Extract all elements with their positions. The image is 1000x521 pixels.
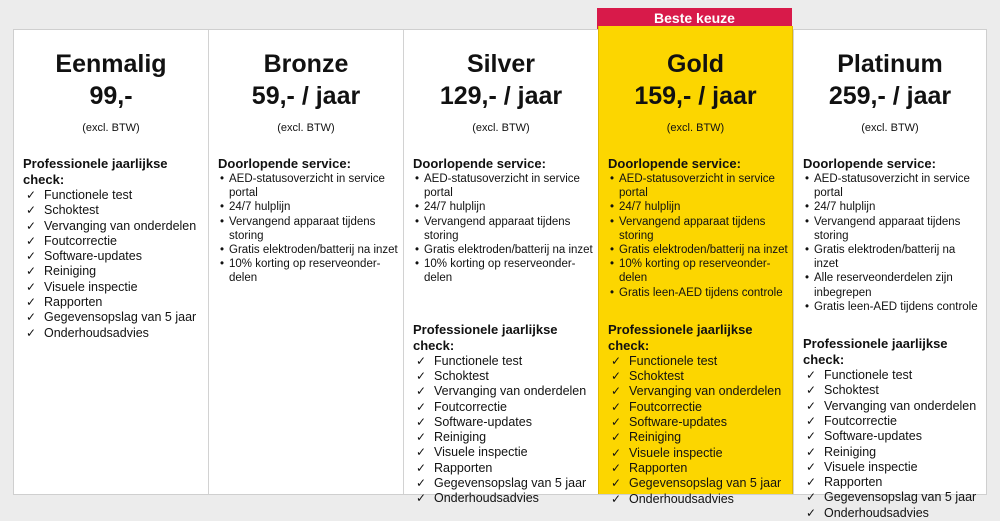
check-section xyxy=(794,336,986,521)
check-item-label: Functionele test xyxy=(824,368,913,383)
check-title: Professionele jaarlijkse check: xyxy=(413,321,558,353)
check-item-label: Vervanging van onderdelen xyxy=(44,218,197,233)
service-section xyxy=(209,156,403,286)
check-item-label: Rapporten xyxy=(824,475,883,490)
check-item xyxy=(23,326,204,341)
checkmark-icon: ✓ xyxy=(26,264,37,279)
check-item xyxy=(803,429,982,444)
service-list xyxy=(413,172,594,286)
service-item xyxy=(803,271,982,299)
service-item xyxy=(413,172,594,200)
check-item xyxy=(413,461,594,476)
check-item xyxy=(23,203,204,218)
service-title: Doorlopende service: xyxy=(218,156,351,171)
plan-platinum xyxy=(793,30,986,520)
check-item-label: Reiniging xyxy=(44,264,97,279)
service-item xyxy=(413,215,594,243)
service-item xyxy=(218,257,399,285)
service-item xyxy=(218,215,399,243)
service-item xyxy=(413,257,594,285)
check-item xyxy=(803,399,982,414)
checkmark-icon: ✓ xyxy=(611,430,622,445)
service-item-label: Alle reserveonderdelen zijn inbegrepen xyxy=(814,272,953,299)
plan-price: 159,- / jaar xyxy=(634,82,757,110)
service-section xyxy=(404,156,598,286)
service-item xyxy=(608,243,788,257)
service-item xyxy=(218,200,399,214)
bullet-icon: • xyxy=(805,244,810,257)
pricing-table xyxy=(13,29,987,520)
service-item-label: Vervangend apparaat tijdens storing xyxy=(229,215,376,242)
service-list xyxy=(803,172,982,314)
service-item xyxy=(803,215,982,243)
check-item xyxy=(23,188,204,203)
check-item xyxy=(608,415,788,430)
check-item-label: Rapporten xyxy=(44,295,103,310)
plan-name: Eenmalig xyxy=(55,50,167,78)
service-item-label: AED-statusoverzicht in service portal xyxy=(229,173,385,200)
bullet-icon: • xyxy=(415,201,420,214)
bullet-icon: • xyxy=(415,215,420,228)
check-item-label: Reiniging xyxy=(434,430,487,445)
check-item-label: Gegevensopslag van 5 jaar xyxy=(629,476,782,491)
check-item-label: Foutcorrectie xyxy=(629,399,702,414)
service-item-label: 10% korting op reserveonder- delen xyxy=(229,258,381,285)
checkmark-icon: ✓ xyxy=(806,505,817,520)
plan-price: 259,- / jaar xyxy=(828,82,952,110)
service-item-label: Vervangend apparaat tijdens storing xyxy=(814,215,961,242)
checkmark-icon: ✓ xyxy=(806,383,817,398)
check-item-label: Onderhoudsadvies xyxy=(824,505,929,520)
check-list xyxy=(23,188,204,341)
checkmark-icon: ✓ xyxy=(416,353,427,368)
service-item-label: Gratis leen-AED tijdens controle xyxy=(814,300,978,313)
check-item-label: Visuele inspectie xyxy=(824,459,918,474)
plan-gold xyxy=(598,26,793,506)
check-section xyxy=(599,322,792,507)
checkmark-icon: ✓ xyxy=(806,429,817,444)
check-item-label: Schoktest xyxy=(824,383,879,398)
check-title: Professionele jaarlijkse check: xyxy=(803,336,948,368)
checkmark-icon: ✓ xyxy=(611,415,622,430)
service-item-label: AED-statusoverzicht in service portal xyxy=(424,173,580,200)
checkmark-icon: ✓ xyxy=(611,353,622,368)
checkmark-icon: ✓ xyxy=(611,445,622,460)
check-item-label: Onderhoudsadvies xyxy=(44,325,149,340)
bullet-icon: • xyxy=(610,173,615,185)
service-item xyxy=(803,200,982,214)
check-item-label: Software-updates xyxy=(434,414,532,429)
service-item-label: 10% korting op reserveonder- delen xyxy=(619,258,771,285)
bullet-icon: • xyxy=(805,215,810,228)
checkmark-icon: ✓ xyxy=(806,475,817,490)
check-item-label: Functionele test xyxy=(629,353,718,368)
checkmark-icon: ✓ xyxy=(416,414,427,429)
check-item-label: Gegevensopslag van 5 jaar xyxy=(44,310,197,325)
service-item-label: Gratis leen-AED tijdens controle xyxy=(619,286,783,299)
bullet-icon: • xyxy=(805,201,810,214)
service-item xyxy=(218,172,399,200)
checkmark-icon: ✓ xyxy=(26,279,37,294)
service-section xyxy=(599,156,792,300)
check-item-label: Schoktest xyxy=(629,369,684,384)
service-item xyxy=(803,243,982,271)
check-item xyxy=(803,414,982,429)
service-item xyxy=(608,215,788,243)
plan-name: Silver xyxy=(466,50,536,78)
checkmark-icon: ✓ xyxy=(806,398,817,413)
checkmark-icon: ✓ xyxy=(806,459,817,474)
service-item xyxy=(218,243,399,257)
bullet-icon: • xyxy=(610,215,615,228)
service-item-label: 10% korting op reserveonder- delen xyxy=(424,258,576,285)
check-item xyxy=(608,354,788,369)
checkmark-icon: ✓ xyxy=(416,491,427,506)
check-item xyxy=(608,492,788,507)
checkmark-icon: ✓ xyxy=(416,368,427,383)
service-item-label: AED-statusoverzicht in service portal xyxy=(814,173,970,200)
service-item-label: 24/7 hulplijn xyxy=(424,201,486,214)
check-item xyxy=(608,400,788,415)
plan-tax-note: (excl. BTW) xyxy=(666,122,725,134)
check-item xyxy=(23,310,204,325)
plan-tax-note: (excl. BTW) xyxy=(82,122,140,134)
bullet-icon: • xyxy=(610,286,615,299)
bullet-icon: • xyxy=(220,201,225,214)
checkmark-icon: ✓ xyxy=(611,399,622,414)
checkmark-icon: ✓ xyxy=(26,218,37,233)
service-item-label: Gratis elektroden/batterij na inzet xyxy=(814,244,956,271)
service-item xyxy=(608,172,788,200)
checkmark-icon: ✓ xyxy=(26,325,37,340)
checkmark-icon: ✓ xyxy=(416,460,427,475)
checkmark-icon: ✓ xyxy=(416,430,427,445)
bullet-icon: • xyxy=(610,244,615,257)
check-item-label: Schoktest xyxy=(44,203,99,218)
plan-price: 129,- / jaar xyxy=(439,82,563,110)
check-item xyxy=(608,461,788,476)
bullet-icon: • xyxy=(415,173,420,185)
service-item-label: Gratis elektroden/batterij na inzet xyxy=(229,244,398,257)
check-title: Professionele jaarlijkse check: xyxy=(23,156,168,187)
checkmark-icon: ✓ xyxy=(26,295,37,310)
check-item-label: Visuele inspectie xyxy=(44,279,138,294)
checkmark-icon: ✓ xyxy=(416,384,427,399)
check-item xyxy=(413,476,594,491)
checkmark-icon: ✓ xyxy=(806,368,817,383)
checkmark-icon: ✓ xyxy=(416,445,427,460)
check-item xyxy=(413,445,594,460)
check-item xyxy=(413,354,594,369)
plan-name: Gold xyxy=(667,50,724,78)
service-item-label: Gratis elektroden/batterij na inzet xyxy=(619,244,788,257)
checkmark-icon: ✓ xyxy=(26,203,37,218)
bullet-icon: • xyxy=(610,258,615,271)
checkmark-icon: ✓ xyxy=(611,491,622,506)
check-item-label: Functionele test xyxy=(44,188,133,202)
check-item-label: Vervanging van onderdelen xyxy=(434,384,587,399)
service-item-label: AED-statusoverzicht in service portal xyxy=(619,173,775,200)
check-item xyxy=(23,249,204,264)
check-item xyxy=(413,430,594,445)
plan-silver xyxy=(403,30,598,506)
service-item xyxy=(413,243,594,257)
checkmark-icon: ✓ xyxy=(806,490,817,505)
check-list xyxy=(413,354,594,507)
check-item-label: Gegevensopslag van 5 jaar xyxy=(824,490,977,505)
check-item xyxy=(803,490,982,505)
check-item xyxy=(803,383,982,398)
bullet-icon: • xyxy=(415,258,420,271)
check-item xyxy=(413,384,594,399)
check-item-label: Schoktest xyxy=(434,368,489,383)
service-title: Doorlopende service: xyxy=(413,156,546,171)
check-item xyxy=(608,369,788,384)
check-item xyxy=(608,430,788,445)
check-item-label: Vervanging van onderdelen xyxy=(629,384,782,399)
checkmark-icon: ✓ xyxy=(806,444,817,459)
service-title: Doorlopende service: xyxy=(608,156,741,171)
plan-bronze xyxy=(208,30,403,494)
check-item-label: Rapporten xyxy=(434,460,493,475)
check-item-label: Functionele test xyxy=(434,353,523,368)
check-item xyxy=(413,415,594,430)
check-item xyxy=(23,280,204,295)
checkmark-icon: ✓ xyxy=(611,476,622,491)
check-item xyxy=(413,491,594,506)
bullet-icon: • xyxy=(220,244,225,257)
check-item xyxy=(608,384,788,399)
check-item xyxy=(803,368,982,383)
bullet-icon: • xyxy=(415,244,420,257)
service-item xyxy=(803,172,982,200)
best-choice-badge: Beste keuze xyxy=(597,8,792,29)
check-item-label: Gegevensopslag van 5 jaar xyxy=(434,476,587,490)
bullet-icon: • xyxy=(220,258,225,271)
check-item-label: Visuele inspectie xyxy=(629,445,723,460)
check-item xyxy=(413,369,594,384)
check-item-label: Foutcorrectie xyxy=(434,399,507,414)
service-item xyxy=(608,257,788,285)
check-item xyxy=(803,460,982,475)
plan-tax-note: (excl. BTW) xyxy=(861,122,919,134)
checkmark-icon: ✓ xyxy=(416,476,427,490)
bullet-icon: • xyxy=(610,201,615,214)
check-item-label: Visuele inspectie xyxy=(434,445,528,460)
bullet-icon: • xyxy=(805,300,810,313)
bullet-icon: • xyxy=(805,272,810,285)
check-item-label: Rapporten xyxy=(629,460,688,475)
checkmark-icon: ✓ xyxy=(26,188,37,202)
check-item-label: Software-updates xyxy=(629,415,727,430)
plan-name: Bronze xyxy=(263,50,349,78)
checkmark-icon: ✓ xyxy=(611,384,622,399)
service-item xyxy=(608,200,788,214)
service-item-label: 24/7 hulplijn xyxy=(619,201,681,214)
check-item-label: Reiniging xyxy=(824,444,877,459)
check-title: Professionele jaarlijkse check: xyxy=(608,321,753,353)
checkmark-icon: ✓ xyxy=(26,249,37,264)
service-item-label: 24/7 hulplijn xyxy=(814,201,876,214)
check-item-label: Foutcorrectie xyxy=(44,233,117,248)
check-item xyxy=(23,264,204,279)
check-section xyxy=(14,156,208,341)
check-item-label: Onderhoudsadvies xyxy=(434,491,539,506)
check-list xyxy=(803,368,982,521)
service-item-label: Vervangend apparaat tijdens storing xyxy=(619,215,766,242)
bullet-icon: • xyxy=(805,173,810,185)
check-item xyxy=(23,234,204,249)
plan-tax-note: (excl. BTW) xyxy=(277,122,335,134)
checkmark-icon: ✓ xyxy=(806,413,817,428)
service-title: Doorlopende service: xyxy=(803,156,936,171)
bullet-icon: • xyxy=(220,173,225,185)
bullet-icon: • xyxy=(220,215,225,228)
service-item-label: 24/7 hulplijn xyxy=(229,201,291,214)
check-list xyxy=(608,354,788,507)
plan-price: 99,- xyxy=(89,82,133,110)
service-item xyxy=(413,200,594,214)
check-item xyxy=(803,445,982,460)
check-item-label: Software-updates xyxy=(44,249,142,264)
plan-price: 59,- / jaar xyxy=(251,82,361,110)
check-item xyxy=(608,476,788,491)
check-item-label: Onderhoudsadvies xyxy=(629,491,734,506)
check-item xyxy=(413,400,594,415)
service-section xyxy=(794,156,986,314)
check-item xyxy=(608,446,788,461)
check-item-label: Foutcorrectie xyxy=(824,413,897,428)
service-item xyxy=(803,300,982,314)
check-item-label: Software-updates xyxy=(824,429,922,444)
service-item-label: Gratis elektroden/batterij na inzet xyxy=(424,244,593,257)
checkmark-icon: ✓ xyxy=(26,233,37,248)
plan-name: Platinum xyxy=(837,50,943,78)
check-section xyxy=(404,322,598,507)
check-item-label: Reiniging xyxy=(629,430,682,445)
service-item-label: Vervangend apparaat tijdens storing xyxy=(424,215,571,242)
check-item-label: Vervanging van onderdelen xyxy=(824,398,977,413)
service-list xyxy=(218,172,399,286)
service-item xyxy=(608,286,788,300)
check-item xyxy=(803,475,982,490)
checkmark-icon: ✓ xyxy=(611,369,622,384)
checkmark-icon: ✓ xyxy=(611,460,622,475)
check-item xyxy=(23,295,204,310)
checkmark-icon: ✓ xyxy=(26,310,37,325)
service-list xyxy=(608,172,788,300)
check-item xyxy=(803,506,982,521)
checkmark-icon: ✓ xyxy=(416,399,427,414)
plan-eenmalig xyxy=(14,30,208,494)
plan-tax-note: (excl. BTW) xyxy=(472,122,530,134)
check-item xyxy=(23,219,204,234)
